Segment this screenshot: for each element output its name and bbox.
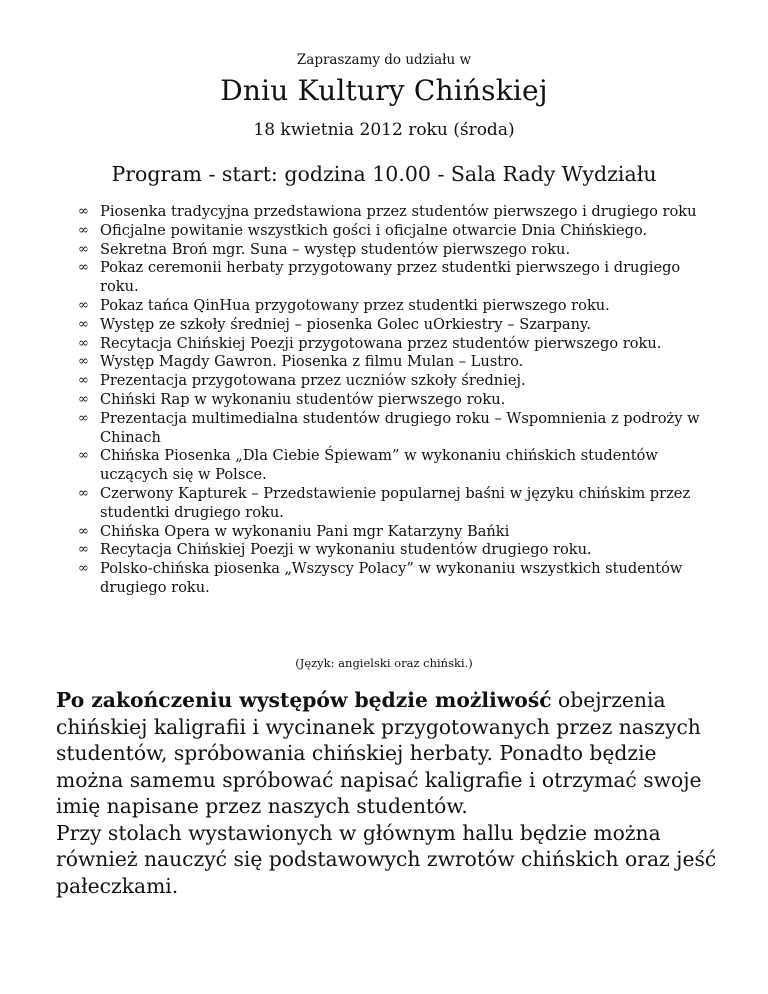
language-note: (Język: angielski oraz chiński.): [295, 656, 473, 670]
infinity-bullet-icon: ∞: [78, 316, 89, 332]
program-item-text: Występ Magdy Gawron. Piosenka z filmu Mulan – Lustro.: [100, 353, 524, 371]
infinity-bullet-icon: ∞: [78, 485, 89, 501]
program-item-text: Chińska Opera w wykonaniu Pani mgr Katarzyny Bańki: [100, 522, 510, 540]
closing-paragraph-2: Przy stolach wystawionych w głównym hallu będzie można również nauczyć się podstawowych zwrotów chińskich oraz jeść pałeczkami.: [56, 820, 717, 898]
program-item-text: Polsko-chińska piosenka „Wszyscy Polacy” w wykonaniu wszystkich studentów drugiego roku.: [100, 560, 683, 596]
program-item: [78, 485, 718, 523]
program-item: [78, 259, 718, 297]
invitation-intro: Zapraszamy do udziału w: [296, 52, 472, 68]
infinity-bullet-icon: ∞: [78, 222, 89, 238]
closing-paragraph-1-rest: obejrzenia chińskiej kaligrafii i wycinanek przygotowanych przez naszych studentów, spróbowania chińskiej herbaty. Ponadto będzie można samemu spróbować napisać kaligrafie i otrzymać swoje imię napisane przez naszych studentów.: [56, 688, 702, 818]
program-item: [78, 447, 718, 485]
program-item-text: Oficjalne powitanie wszystkich gości i oficjalne otwarcie Dnia Chińskiego.: [100, 221, 648, 239]
program-item-text: Chiński Rap w wykonaniu studentów pierwszego roku.: [100, 390, 506, 408]
closing-bold-lead: Po zakończeniu występów będzie możliwość: [56, 688, 552, 712]
program-item: [78, 372, 718, 391]
program-item-text: Pokaz ceremonii herbaty przygotowany przez studentki pierwszego i drugiego roku.: [100, 259, 681, 296]
program-item: [78, 297, 718, 316]
infinity-bullet-icon: ∞: [78, 410, 89, 426]
program-item: [78, 335, 718, 354]
event-date: 18 kwietnia 2012 roku (środa): [253, 120, 515, 140]
closing-section: [56, 687, 728, 899]
program-item-text: Pokaz tańca QinHua przygotowany przez studentki pierwszego roku.: [100, 296, 610, 314]
infinity-bullet-icon: ∞: [78, 241, 89, 257]
program-item-text: Występ ze szkoły średniej – piosenka Golec uOrkiestry – Szarpany.: [100, 315, 591, 333]
infinity-bullet-icon: ∞: [78, 260, 89, 276]
infinity-bullet-icon: ∞: [78, 523, 89, 539]
program-item: [78, 316, 718, 335]
program-item-text: Sekretna Broń mgr. Suna – występ studentów pierwszego roku.: [100, 240, 571, 258]
program-item: [78, 241, 718, 260]
infinity-bullet-icon: ∞: [78, 297, 89, 313]
program-item-text: Prezentacja przygotowana przez uczniów szkoły średniej.: [100, 372, 526, 390]
program-item: [78, 410, 718, 448]
program-item-text: Piosenka tradycyjna przedstawiona przez studentów pierwszego i drugiego roku: [100, 203, 697, 220]
program-heading: Program - start: godzina 10.00 - Sala Rady Wydziału: [111, 162, 657, 186]
program-item-text: Chińska Piosenka „Dla Ciebie Śpiewam” w wykonaniu chińskich studentów uczących się w Polsce.: [100, 447, 658, 484]
event-title: Dniu Kultury Chińskiej: [220, 74, 548, 107]
infinity-bullet-icon: ∞: [78, 561, 89, 577]
infinity-bullet-icon: ∞: [78, 542, 89, 558]
program-item: [78, 391, 718, 410]
infinity-bullet-icon: ∞: [78, 354, 89, 370]
program-item: [78, 203, 718, 222]
program-item: [78, 353, 718, 372]
infinity-bullet-icon: ∞: [78, 391, 89, 407]
program-item-text: Czerwony Kapturek – Przedstawienie popularnej baśni w języku chińskim przez studentki drugiego roku.: [100, 484, 691, 521]
program-item: [78, 541, 718, 560]
closing-paragraph-1: [56, 687, 728, 820]
program-item-text: Recytacja Chińskiej Poezji przygotowana przez studentów pierwszego roku.: [100, 334, 662, 352]
infinity-bullet-icon: ∞: [78, 204, 89, 219]
program-item-text: Recytacja Chińskiej Poezji w wykonaniu studentów drugiego roku.: [100, 541, 592, 559]
program-item: [78, 523, 718, 542]
program-item-text: Prezentacja multimedialna studentów drugiego roku – Wspomnienia z podroży w Chinach: [100, 409, 700, 446]
infinity-bullet-icon: ∞: [78, 335, 89, 351]
infinity-bullet-icon: ∞: [78, 373, 89, 389]
program-item: [78, 560, 718, 598]
program-item: [78, 222, 718, 241]
program-list: [78, 203, 718, 598]
infinity-bullet-icon: ∞: [78, 448, 89, 464]
